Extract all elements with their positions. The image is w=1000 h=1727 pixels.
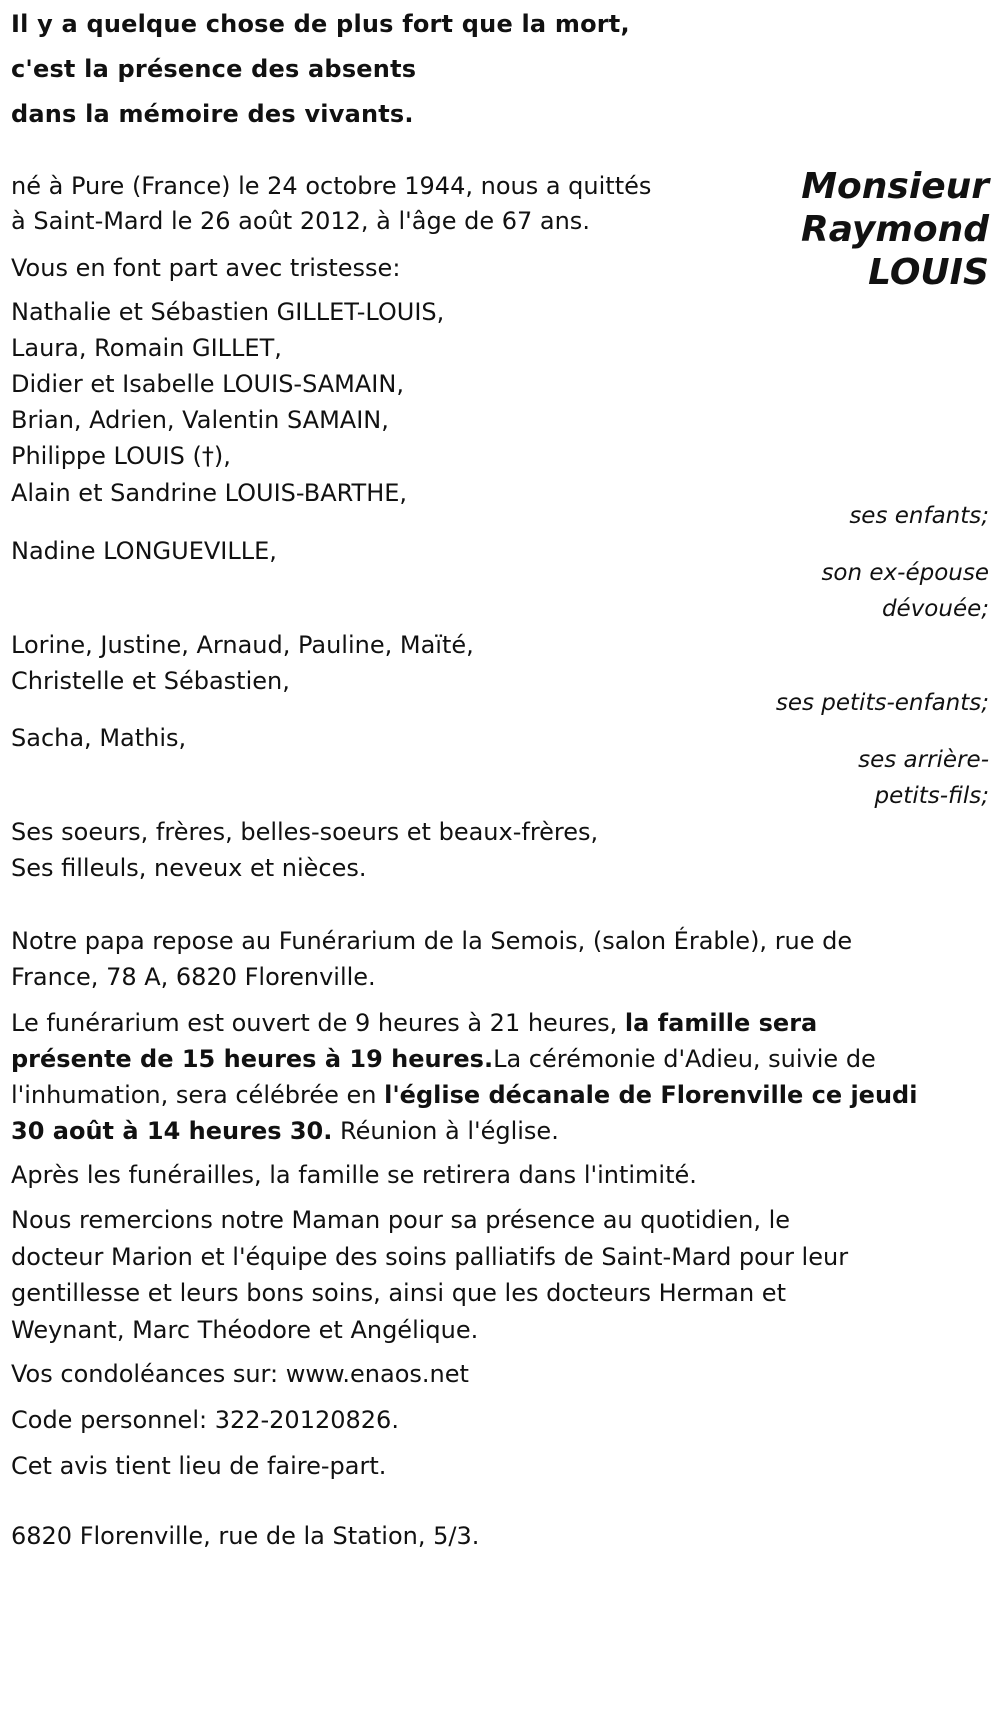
address-text: 6820 Florenville, rue de la Station, 5/3.	[11, 1522, 480, 1550]
intro-line-2: à Saint-Mard le 26 août 2012, à l'âge de 67 ans.	[11, 207, 590, 235]
grandchildren-line: Lorine, Justine, Arnaud, Pauline, Maïté,	[11, 631, 474, 659]
thanks-line: gentillesse et leurs bons soins, ainsi que les docteurs Herman et	[11, 1279, 786, 1307]
children-line: Laura, Romain GILLET,	[11, 334, 282, 362]
personal-code-text: Code personnel: 322-20120826.	[11, 1406, 399, 1434]
children-line: Brian, Adrien, Valentin SAMAIN,	[11, 406, 389, 434]
notice-text: Cet avis tient lieu de faire-part.	[11, 1452, 387, 1480]
deceased-first-name: Raymond	[800, 209, 989, 250]
relatives-line: Ses filleuls, neveux et nièces.	[11, 854, 367, 882]
repose-line-1: Notre papa repose au Funérarium de la Semois, (salon Érable), rue de	[11, 927, 853, 955]
children-line: Didier et Isabelle LOUIS-SAMAIN,	[11, 370, 404, 398]
children-line: Philippe LOUIS (†),	[11, 442, 231, 470]
thanks-line: docteur Marion et l'équipe des soins palliatifs de Saint-Mard pour leur	[11, 1243, 849, 1271]
grandchildren-line: Christelle et Sébastien,	[11, 667, 290, 695]
great-grandchildren-role-2: petits-fils;	[874, 783, 989, 809]
children-line: Alain et Sandrine LOUIS-BARTHE,	[11, 479, 408, 507]
condolences-text: Vos condoléances sur: www.enaos.net	[11, 1360, 469, 1388]
ceremony-line-2: présente de 15 heures à 19 heures.La cérémonie d'Adieu, suivie de	[11, 1045, 876, 1073]
intro-line-1: né à Pure (France) le 24 octobre 1944, nous a quittés	[11, 172, 652, 200]
children-line: Nathalie et Sébastien GILLET-LOUIS,	[11, 298, 445, 326]
grandchildren-role: ses petits-enfants;	[775, 690, 989, 716]
quote-line-2: c'est la présence des absents	[11, 55, 417, 83]
thanks-line: Nous remercions notre Maman pour sa présence au quotidien, le	[11, 1206, 791, 1234]
ex-spouse-name: Nadine LONGUEVILLE,	[11, 537, 277, 565]
deceased-last-name: LOUIS	[868, 252, 989, 293]
quote-line-3: dans la mémoire des vivants.	[11, 100, 414, 128]
thanks-line: Weynant, Marc Théodore et Angélique.	[11, 1316, 479, 1344]
quote-line-1: Il y a quelque chose de plus fort que la mort,	[11, 10, 630, 38]
repose-line-2: France, 78 A, 6820 Florenville.	[11, 963, 376, 991]
announce-text: Vous en font part avec tristesse:	[11, 254, 401, 282]
ceremony-line-3: l'inhumation, sera célébrée en l'église décanale de Florenville ce jeudi	[11, 1081, 918, 1109]
relatives-line: Ses soeurs, frères, belles-soeurs et beaux-frères,	[11, 818, 599, 846]
ex-spouse-role-2: dévouée;	[881, 596, 989, 622]
ex-spouse-role-1: son ex-épouse	[821, 560, 989, 586]
great-grandchildren-role-1: ses arrière-	[858, 747, 989, 773]
ceremony-line-4: 30 août à 14 heures 30. Réunion à l'église.	[11, 1117, 559, 1145]
deceased-title: Monsieur	[801, 166, 989, 207]
great-grandchildren-names: Sacha, Mathis,	[11, 724, 187, 752]
after-funeral-text: Après les funérailles, la famille se retirera dans l'intimité.	[11, 1161, 697, 1189]
ceremony-line-1: Le funérarium est ouvert de 9 heures à 21 heures, la famille sera	[11, 1009, 818, 1037]
children-role: ses enfants;	[849, 503, 989, 529]
